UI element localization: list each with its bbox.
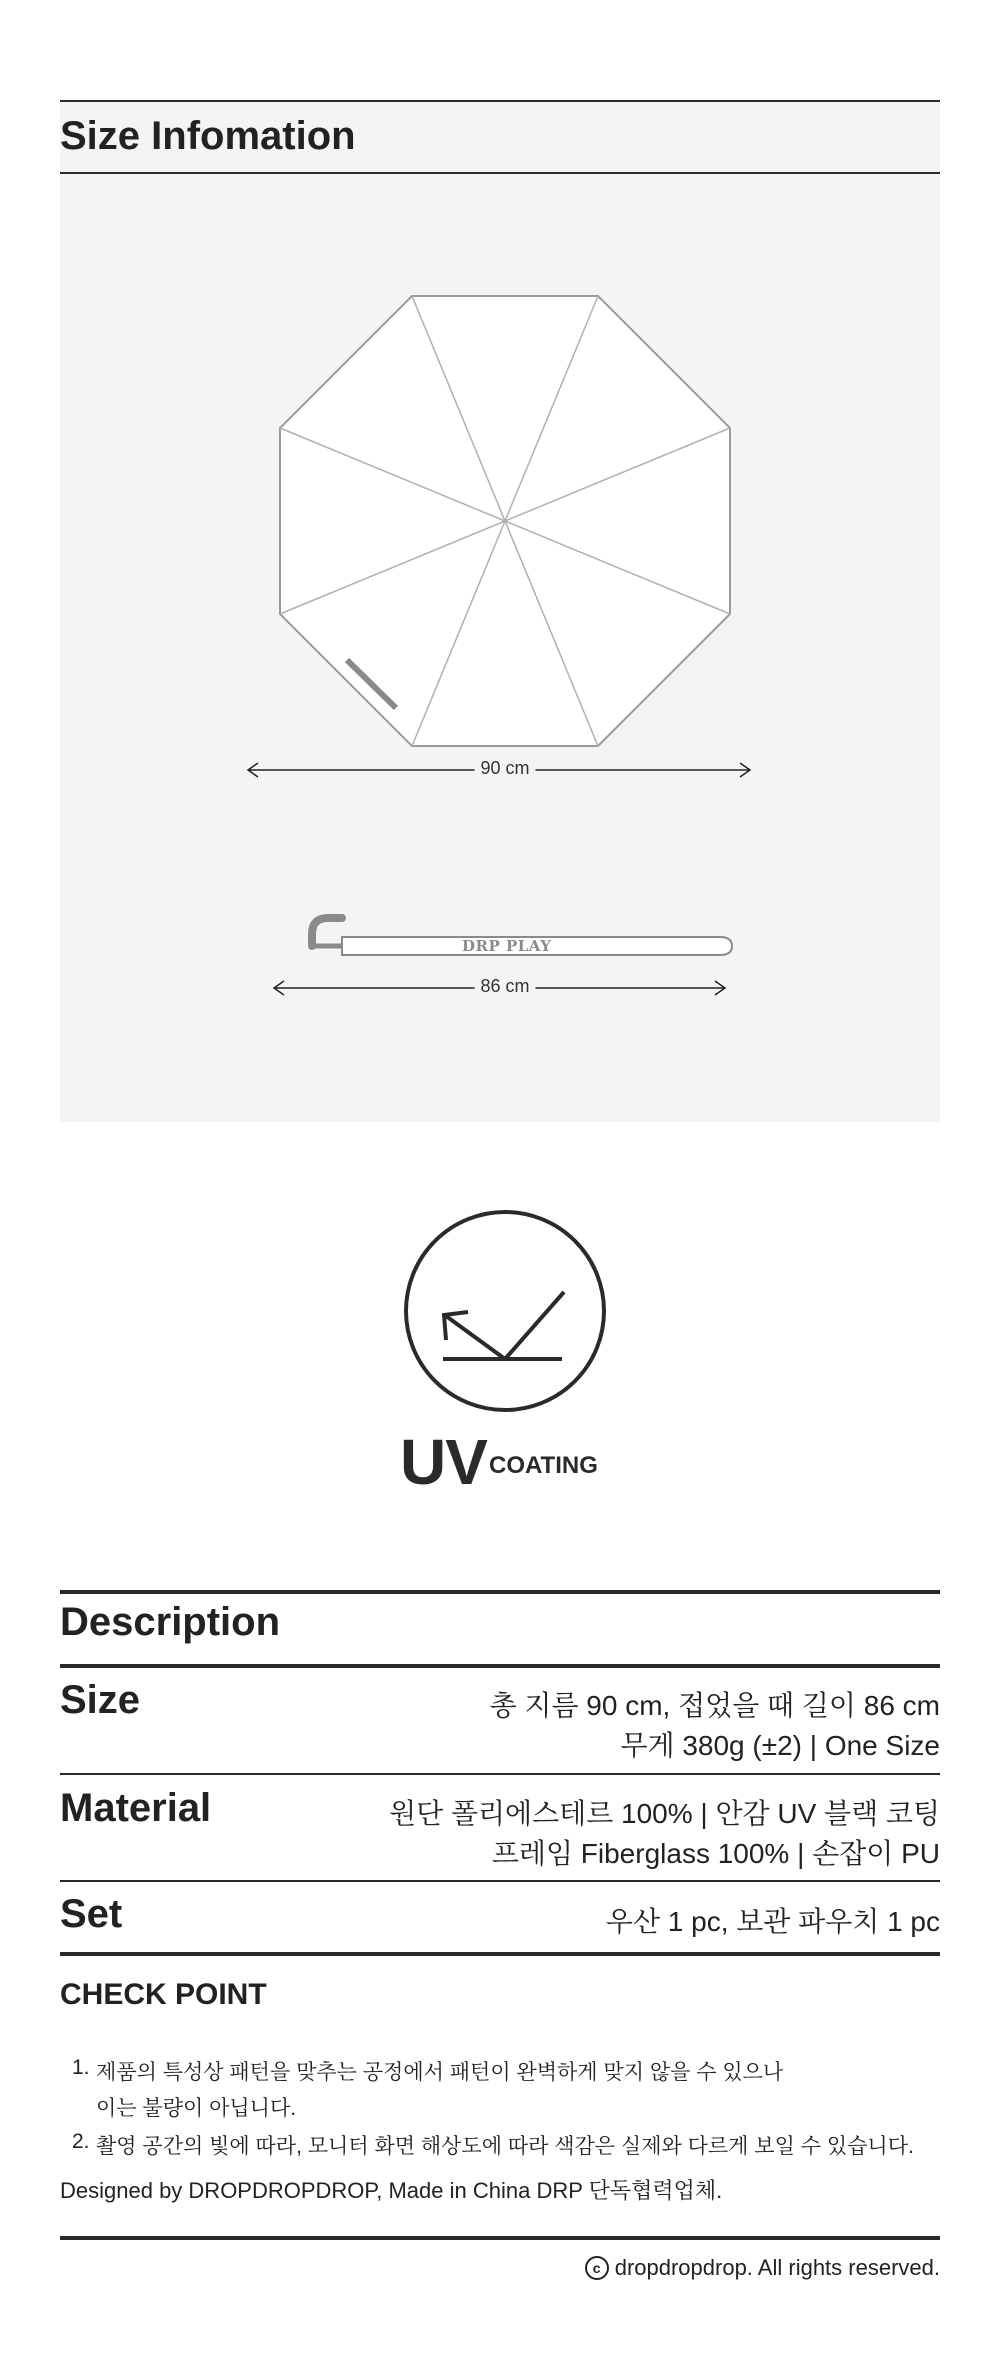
uv-coating-badge bbox=[0, 1210, 1000, 1510]
material-row-rule bbox=[60, 1880, 940, 1882]
check-point-2-num: 2. bbox=[72, 2130, 90, 2153]
size-row-rule bbox=[60, 1773, 940, 1775]
set-row-line-1: 우산 1 pc, 보관 파우치 1 pc bbox=[605, 1906, 940, 1937]
size-row-line-1: 총 지름 90 cm, 접었을 때 길이 86 cm bbox=[489, 1690, 940, 1721]
set-row-label: Set bbox=[60, 1892, 123, 1936]
footer-rule bbox=[60, 2236, 940, 2240]
uv-reflect-icon bbox=[0, 1210, 1000, 1420]
copyright-icon: c bbox=[585, 2256, 609, 2280]
check-point-1-num: 1. bbox=[72, 2056, 90, 2079]
description-top-rule bbox=[60, 1590, 940, 1594]
check-point-1-line-1: 제품의 특성상 패턴을 맞추는 공정에서 패턴이 완벽하게 맞지 않을 수 있으나 bbox=[96, 2061, 784, 2084]
size-row-label: Size bbox=[60, 1678, 141, 1722]
check-point-title: CHECK POINT bbox=[60, 1978, 267, 2011]
length-label: 86 cm bbox=[474, 976, 535, 997]
description-bottom-rule bbox=[60, 1952, 940, 1956]
umbrella-brand-text: DRP PLAY bbox=[462, 937, 552, 955]
uv-text: UV bbox=[400, 1426, 487, 1498]
size-row-line-2: 무게 380g (±2) | One Size bbox=[620, 1730, 940, 1761]
check-point-1-line-2: 이는 불량이 아닙니다. bbox=[96, 2097, 297, 2120]
material-row-line-1: 원단 폴리에스테르 100% | 안감 UV 블랙 코팅 bbox=[389, 1798, 940, 1829]
size-diagram-panel bbox=[60, 174, 940, 1122]
copyright bbox=[585, 2255, 940, 2281]
material-row-line-2: 프레임 Fiberglass 100% | 손잡이 PU bbox=[491, 1838, 940, 1869]
design-credit: Designed by DROPDROPDROP, Made in China DRP 단독협력업체. bbox=[60, 2178, 723, 2203]
check-point-2-line-1: 촬영 공간의 빛에 따라, 모니터 화면 해상도에 따라 색감은 실제와 다르게 보일 수 있습니다. bbox=[96, 2135, 914, 2158]
size-info-title: Size Infomation bbox=[60, 114, 356, 158]
width-label: 90 cm bbox=[474, 758, 535, 779]
coating-text: COATING bbox=[489, 1452, 598, 1479]
description-header-rule bbox=[60, 1664, 940, 1668]
material-row-label: Material bbox=[60, 1786, 212, 1830]
copyright-text: dropdropdrop. All rights reserved. bbox=[614, 2255, 940, 2280]
description-title: Description bbox=[60, 1600, 281, 1644]
